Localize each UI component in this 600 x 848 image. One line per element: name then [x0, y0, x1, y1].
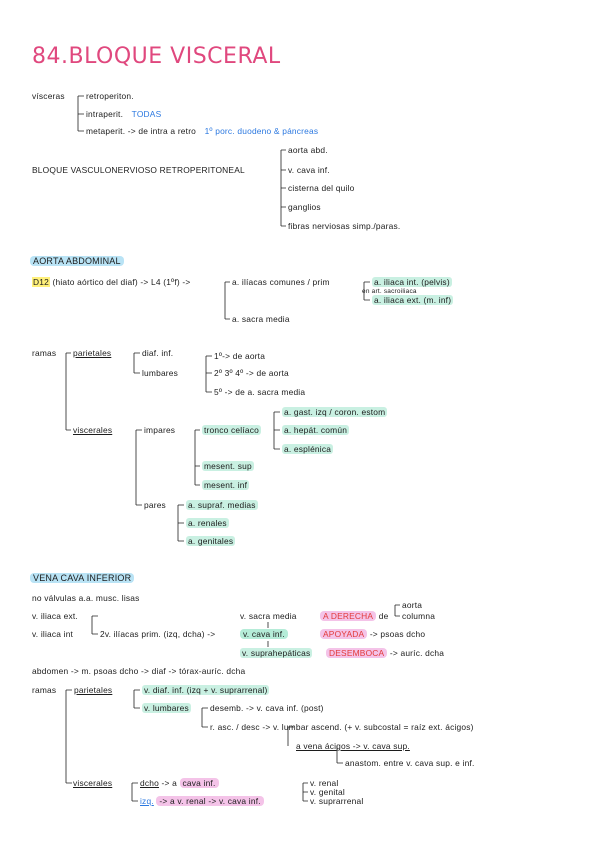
v-cava-inf-text: v. cava inf. — [240, 629, 288, 639]
bloque-item-cisterna: cisterna del quilo — [288, 183, 355, 193]
vena-parietales: parietales — [74, 685, 113, 695]
abdomen-path: abdomen -> m. psoas dcho -> diaf -> tórax-auríc. dcha — [32, 666, 246, 676]
gast-izq-text: a. gast. izq / coron. estom — [284, 407, 386, 417]
aorta-viscerales: viscerales — [73, 425, 113, 435]
genitales — [186, 536, 235, 546]
pares: pares — [144, 500, 166, 510]
v-cava-inf — [240, 629, 288, 639]
izq-renal-text: -> a v. renal -> v. cava inf. — [156, 796, 263, 806]
aorta-heading — [30, 256, 124, 266]
v-genital: v. genital — [310, 787, 345, 797]
suprarrenales-medias — [186, 500, 258, 510]
hepat-text: a. hepát. común — [284, 425, 348, 435]
dcho-arrow: -> a — [161, 778, 177, 788]
izq-text: izq. — [140, 796, 154, 806]
genitales-text: a. genitales — [188, 536, 234, 546]
metaperit-note: 1º porc. duodeno & páncreas — [204, 126, 319, 136]
retroperit-item: retroperiton. — [86, 91, 134, 101]
art-sacroiliaca: en art. sacroiliaca — [362, 288, 417, 295]
aorta-start — [32, 277, 190, 287]
lumbares: lumbares — [142, 368, 179, 378]
v-lumbares — [142, 703, 191, 713]
iliaca-ext-text: a. iliaca ext. (m. inf) — [374, 295, 452, 305]
v-suprahep-text: v. suprahepáticas — [242, 648, 311, 658]
mesent-sup — [202, 461, 254, 471]
v-lumbares-text: v. lumbares — [144, 703, 189, 713]
vena-viscerales: viscerales — [73, 778, 113, 788]
aorta-heading-text: AORTA ABDOMINAL — [30, 256, 124, 266]
de-text: de — [378, 611, 389, 621]
metaperit-text: metaperit. -> de intra a retro — [86, 126, 197, 136]
diaf-inf: diaf. inf. — [142, 348, 174, 358]
dcho-cava-text: cava inf. — [180, 778, 219, 788]
a-derecha-text: A DERECHA — [320, 611, 376, 621]
izq-branch — [140, 796, 264, 806]
apoyada — [320, 629, 425, 639]
auric-text: -> auríc. dcha — [389, 648, 445, 658]
todas-note: TODAS — [131, 109, 162, 119]
v-suprarrenal: v. suprarrenal — [310, 796, 364, 806]
dcho-text: dcho — [140, 778, 159, 788]
iliacas-comunes: a. ilíacas comunes / prim — [232, 277, 330, 287]
mesent-inf — [202, 480, 249, 490]
metaperit-item — [86, 126, 318, 136]
aorta-start-text: (hiato aórtico del diaf) -> L4 (1ºf) -> — [52, 277, 191, 287]
renales-text: a. renales — [188, 518, 227, 528]
desemboca — [326, 648, 444, 658]
desemb: desemb. -> v. cava inf. (post) — [210, 703, 324, 713]
tronco-celiaco — [202, 425, 261, 435]
r-asc: r. asc. / desc -> v. lumbar ascend. (+ v. subcostal = raíz ext. ácigos) — [210, 722, 474, 732]
renales — [186, 518, 229, 528]
aorta-ramas: ramas — [32, 348, 57, 358]
gast-izq — [282, 407, 387, 417]
bloque-label: BLOQUE VASCULONERVIOSO RETROPERITONEAL — [32, 165, 245, 175]
v-sacra-media: v. sacra media — [240, 611, 297, 621]
v-diaf-text: v. diaf. inf. (izq + v. suprarrenal) — [144, 685, 268, 695]
iliaca-int-text: a. iliaca int. (pelvis) — [374, 277, 450, 287]
lumbar-1: 1º-> de aorta — [214, 351, 266, 361]
iliaca-ext — [372, 295, 453, 305]
aorta-parietales: parietales — [73, 348, 112, 358]
bloque-item-fibras: fibras nerviosas simp./paras. — [288, 221, 401, 231]
lumbar-2: 2º 3º 4º -> de aorta — [214, 368, 289, 378]
mesent-inf-text: mesent. inf — [204, 480, 248, 490]
apoyada-text: APOYADA — [320, 629, 367, 639]
hepat-comun — [282, 425, 349, 435]
desemboca-text: DESEMBOCA — [326, 648, 387, 658]
intraperit-item — [86, 109, 161, 119]
union-iliacas: 2v. ilíacas prim. (izq, dcha) -> — [100, 629, 216, 639]
vena-heading — [30, 573, 134, 583]
page-title: 84.BLOQUE VISCERAL — [32, 44, 281, 69]
no-valvulas: no válvulas a.a. musc. lisas — [32, 593, 140, 603]
a-derecha — [320, 611, 388, 621]
intraperit-text: intraperit. — [86, 109, 124, 119]
v-renal: v. renal — [310, 778, 339, 788]
mesent-sup-text: mesent. sup — [204, 461, 252, 471]
bloque-item-aorta: aorta abd. — [288, 145, 328, 155]
vena-heading-text: VENA CAVA INFERIOR — [30, 573, 134, 583]
impares: impares — [144, 425, 176, 435]
d12-label: D12 — [33, 277, 49, 287]
v-iliaca-int: v. iliaca int — [32, 629, 74, 639]
anastom: anastom. entre v. cava sup. e inf. — [345, 758, 475, 768]
vena-acigos: a vena ácigos -> v. cava sup. — [296, 741, 410, 751]
v-iliaca-ext: v. iliaca ext. — [32, 611, 78, 621]
dcho-branch — [140, 778, 219, 788]
v-suprahep — [240, 648, 312, 658]
esplen-text: a. esplénica — [284, 444, 332, 454]
esplenica — [282, 444, 333, 454]
iliaca-int — [372, 277, 452, 287]
lumbar-3: 5º -> de a. sacra media — [214, 387, 306, 397]
sacra-media: a. sacra media — [232, 314, 290, 324]
bloque-item-ganglios: ganglios — [288, 202, 321, 212]
vena-ramas: ramas — [32, 685, 57, 695]
v-diaf — [142, 685, 269, 695]
visceras-label: vísceras — [32, 91, 65, 101]
supra-text: a. supraf. medias — [188, 500, 256, 510]
bloque-item-cava: v. cava inf. — [288, 165, 330, 175]
tronco-text: tronco celíaco — [204, 425, 259, 435]
aorta-word: aorta — [402, 600, 423, 610]
psoas-text: -> psoas dcho — [369, 629, 426, 639]
columna-word: columna — [402, 611, 436, 621]
